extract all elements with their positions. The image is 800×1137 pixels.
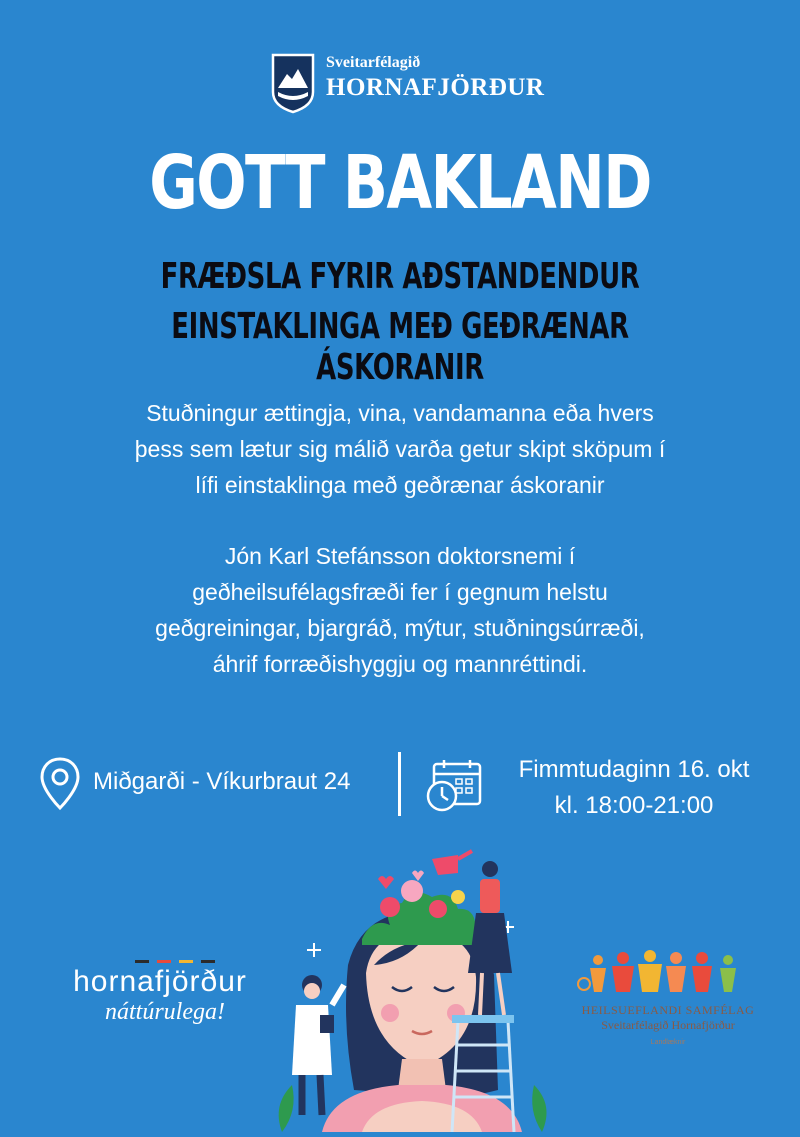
org-name-line2: HORNAFJÖRÐUR [326,74,545,101]
heilsu-subtitle: Sveitarfélagið Hornafjörður [601,1018,735,1032]
speaker-line: Jón Karl Stefánsson doktorsnemi í [224,543,576,569]
speaker-line: áhrif forræðishyggju og mannréttindi. [212,651,588,677]
illustration [262,845,562,1137]
heilsu-title: HEILSUEFLANDI SAMFÉLAG [581,1003,755,1017]
intro-line: Stuðningur ættingja, vina, vandamanna eða hvers [146,400,654,426]
speaker-line: geðgreiningar, bjargráð, mýtur, stuðningsúrræði, [155,615,645,641]
location-text: Miðgarði - Víkurbraut 24 [93,768,351,795]
logo-name: hornafjörður [73,965,247,998]
people-figures-icon [568,948,768,996]
heilsu-footer: Landlæknir [650,1039,686,1046]
speaker-paragraph [60,538,740,682]
subtitle-line2: EINSTAKLINGA MEÐ GEÐRÆNAR ÁSKORANIR [171,306,629,388]
speaker-line: geðheilsufélagsfræði fer í gegnum helstu [192,579,608,605]
org-name-line1: Sveitarfélagið [326,54,421,71]
municipality-logo [270,50,570,116]
logo-slogan: náttúrulega! [105,999,225,1025]
date-time-block [504,752,764,824]
subtitle-line1: FRÆÐSLA FYRIR AÐSTANDENDUR [160,256,640,297]
event-time: kl. 18:00-21:00 [554,792,714,819]
crest-icon [270,52,316,114]
intro-paragraph [60,395,740,503]
hornafjordur-logo [40,960,280,1026]
divider [398,752,401,816]
location-pin-icon [38,756,82,812]
intro-line: lífi einstaklinga með geðrænar áskoranir [195,472,605,498]
intro-line: þess sem lætur sig málið varða getur skipt sköpum í [134,436,666,462]
page-title: GOTT BAKLAND [149,140,651,226]
calendar-clock-icon [424,758,484,821]
heilsueflandi-logo [568,948,768,1046]
event-date: Fimmtudaginn 16. okt [518,756,750,783]
location-block [38,756,388,816]
logo-dots [70,960,280,963]
